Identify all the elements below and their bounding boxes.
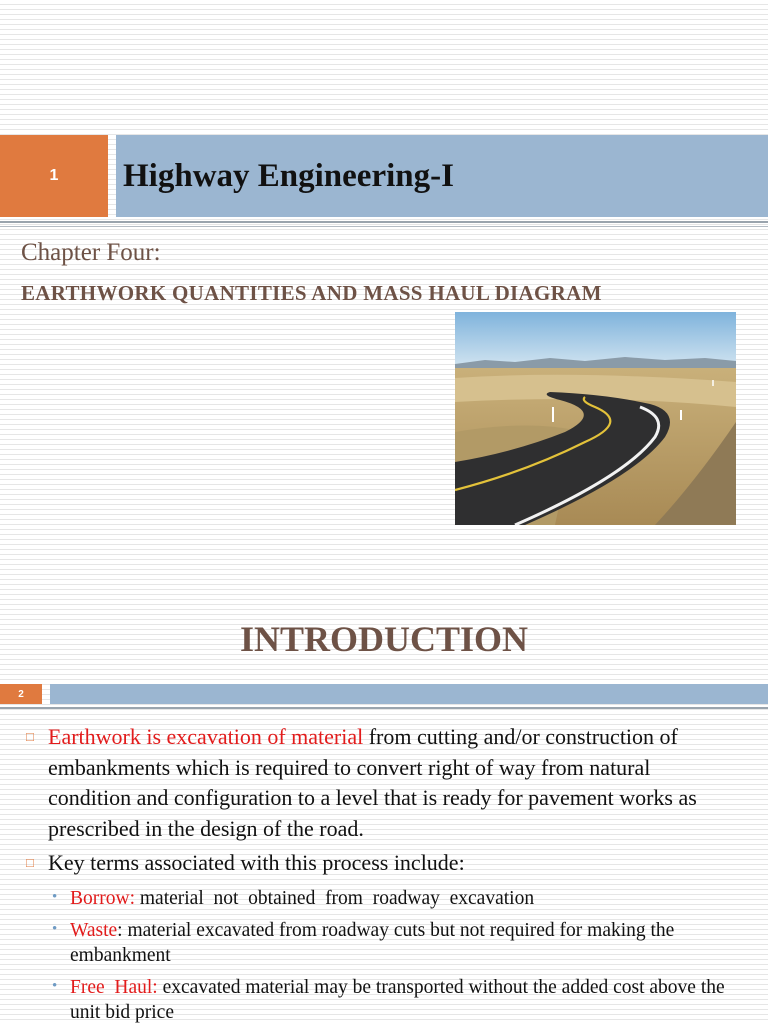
header-bar [50,684,768,704]
highway-photo [455,312,736,525]
section-heading: INTRODUCTION [239,619,529,659]
earthwork-description: from cutting and/or construction of embankments which is required to convert right of way from natural condition and configuration to a level that is ready for pavement works as prescribed in the design of the road. [48,724,697,841]
title-rule-thin [0,226,768,227]
chapter-subtitle: EARTHWORK QUANTITIES AND MASS HAUL DIAGRAM [21,281,602,305]
title-rule [0,221,768,223]
term-borrow [0,886,768,911]
slide-title: Highway Engineering-I [123,157,454,194]
term-definition: material not obtained from roadway excavation [135,887,535,909]
term-name: Free Haul: [70,976,158,998]
key-terms-label: Key terms associated with this process include: [48,850,465,875]
term-name: Borrow: [70,887,135,909]
slide-2 [0,580,768,1024]
header-rule [0,707,768,709]
term-name: Waste [70,919,118,941]
term-definition: : material excavated from roadway cuts but not required for making the embankment [70,919,675,966]
title-bar [116,135,768,217]
dot-bullet-icon: • [52,920,58,937]
bullet-key-terms [0,848,768,879]
dot-bullet-icon: • [52,977,58,994]
hollow-square-bullet-icon: □ [26,729,34,744]
term-waste [0,918,768,968]
chapter-label: Chapter Four: [21,239,161,266]
slide-number-box [0,684,42,704]
bullet-earthwork [0,722,768,844]
dot-bullet-icon: • [52,888,58,905]
slide-number-box [0,135,108,217]
slide-number: 1 [49,167,59,184]
slide-body [0,722,768,1025]
term-definition: excavated material may be transported without the added cost above the unit bid price [70,976,725,1023]
earthwork-highlight: Earthwork is excavation of material [48,724,364,749]
slide-number: 2 [18,688,24,700]
term-free-haul [0,975,768,1025]
hollow-square-bullet-icon: □ [26,855,34,870]
